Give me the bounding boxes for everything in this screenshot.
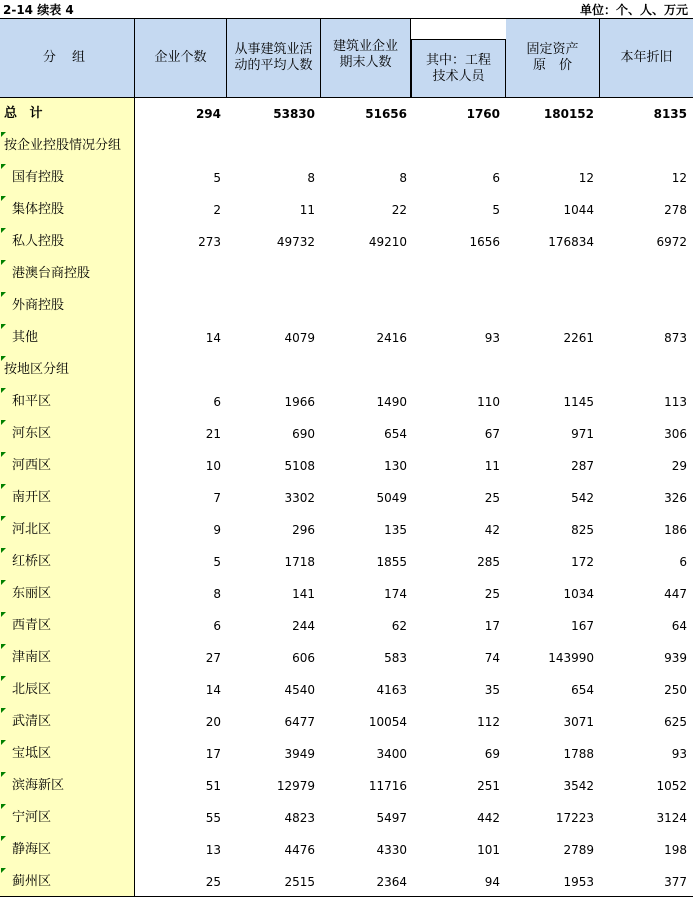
- cell-comment-marker-icon: [1, 420, 6, 425]
- cell-avg-workers: 49732: [276, 235, 315, 249]
- cell-depreciation: 939: [664, 651, 687, 665]
- cell-depreciation: 186: [664, 523, 687, 537]
- cell-avg-workers: 141: [292, 587, 315, 601]
- row-label: 按企业控股情况分组: [4, 138, 122, 153]
- cell-fixed-assets: 971: [571, 427, 594, 441]
- cell-depreciation: 3124: [656, 811, 687, 825]
- cell-enterprises: [135, 130, 221, 162]
- cell-depreciation: 326: [664, 491, 687, 505]
- cell-avg-workers: [227, 354, 315, 386]
- table-row: [0, 386, 693, 418]
- cell-end-workers: 4330: [376, 843, 407, 857]
- table-row: [0, 290, 693, 322]
- cell-avg-workers: 690: [292, 427, 315, 441]
- column-header-avg-workers-text: 从事建筑业活动的平均人数: [234, 42, 313, 73]
- row-label: 滨海新区: [12, 778, 65, 793]
- cell-avg-workers: 3949: [284, 747, 315, 761]
- cell-avg-workers: [227, 258, 315, 290]
- cell-enterprises: 273: [198, 235, 221, 249]
- table-row: [0, 418, 693, 450]
- column-header-engineers-text: 其中：工程技术人员: [425, 52, 491, 84]
- cell-end-workers: [321, 130, 407, 162]
- cell-end-workers: 49210: [368, 235, 407, 249]
- table-row: [0, 642, 693, 674]
- column-header-group: 分 组: [0, 19, 135, 97]
- cell-avg-workers: 11: [299, 203, 315, 217]
- cell-avg-workers: 6477: [284, 715, 315, 729]
- row-label: 河北区: [12, 522, 52, 537]
- cell-end-workers: 62: [391, 619, 407, 633]
- row-label: 宁河区: [12, 810, 52, 825]
- cell-fixed-assets: 3542: [563, 779, 594, 793]
- cell-fixed-assets: 17223: [555, 811, 594, 825]
- cell-avg-workers: [227, 130, 315, 162]
- table-row: [0, 98, 693, 130]
- cell-end-workers: 654: [384, 427, 407, 441]
- table-row: [0, 738, 693, 770]
- table-row: [0, 546, 693, 578]
- column-header-depreciation: 本年折旧: [600, 19, 693, 97]
- cell-engineers: 94: [484, 875, 500, 889]
- cell-fixed-assets: 176834: [548, 235, 594, 249]
- cell-comment-marker-icon: [1, 260, 6, 265]
- cell-enterprises: 10: [205, 459, 221, 473]
- cell-engineers: 35: [484, 683, 500, 697]
- row-label: 按地区分组: [4, 362, 70, 377]
- cell-comment-marker-icon: [1, 868, 6, 873]
- cell-comment-marker-icon: [1, 324, 6, 329]
- cell-end-workers: 583: [384, 651, 407, 665]
- cell-depreciation: [600, 290, 687, 322]
- cell-engineers: 101: [477, 843, 500, 857]
- cell-enterprises: 51: [205, 779, 221, 793]
- cell-depreciation: 8135: [653, 107, 687, 121]
- cell-enterprises: 13: [205, 843, 221, 857]
- cell-end-workers: 130: [384, 459, 407, 473]
- cell-end-workers: 174: [384, 587, 407, 601]
- cell-depreciation: 625: [664, 715, 687, 729]
- cell-enterprises: 17: [205, 747, 221, 761]
- cell-end-workers: 4163: [376, 683, 407, 697]
- cell-comment-marker-icon: [1, 836, 6, 841]
- cell-enterprises: 25: [205, 875, 221, 889]
- cell-engineers: 1656: [469, 235, 500, 249]
- cell-comment-marker-icon: [1, 708, 6, 713]
- cell-avg-workers: 1966: [284, 395, 315, 409]
- cell-fixed-assets: 1044: [563, 203, 594, 217]
- cell-depreciation: [600, 354, 687, 386]
- cell-avg-workers: 606: [292, 651, 315, 665]
- cell-engineers: 42: [484, 523, 500, 537]
- cell-fixed-assets: 172: [571, 555, 594, 569]
- cell-end-workers: 2416: [376, 331, 407, 345]
- row-label: 南开区: [12, 490, 52, 505]
- column-header-enterprises: 企业个数: [135, 19, 227, 97]
- bottom-rule: [0, 896, 693, 897]
- cell-engineers: [411, 290, 500, 322]
- cell-engineers: 17: [484, 619, 500, 633]
- cell-end-workers: 51656: [365, 107, 407, 121]
- row-label: 和平区: [12, 394, 52, 409]
- cell-depreciation: 29: [671, 459, 687, 473]
- cell-engineers: 112: [477, 715, 500, 729]
- cell-fixed-assets: [506, 354, 594, 386]
- cell-depreciation: 306: [664, 427, 687, 441]
- row-label: 东丽区: [12, 586, 52, 601]
- cell-avg-workers: 4823: [284, 811, 315, 825]
- row-label: 国有控股: [12, 170, 65, 185]
- cell-enterprises: 55: [205, 811, 221, 825]
- cell-end-workers: 3400: [376, 747, 407, 761]
- cell-depreciation: 113: [664, 395, 687, 409]
- table-row: [0, 610, 693, 642]
- cell-fixed-assets: 1788: [563, 747, 594, 761]
- cell-end-workers: 10054: [368, 715, 407, 729]
- row-label: 北辰区: [12, 682, 52, 697]
- cell-engineers: 5: [492, 203, 500, 217]
- column-header-end-workers-text: 建筑业企业期末人数: [332, 39, 398, 70]
- cell-depreciation: 278: [664, 203, 687, 217]
- cell-fixed-assets: [506, 258, 594, 290]
- cell-end-workers: [321, 258, 407, 290]
- cell-fixed-assets: 143990: [548, 651, 594, 665]
- cell-comment-marker-icon: [1, 452, 6, 457]
- cell-fixed-assets: 1034: [563, 587, 594, 601]
- cell-enterprises: 27: [205, 651, 221, 665]
- cell-fixed-assets: 2789: [563, 843, 594, 857]
- cell-avg-workers: 2515: [284, 875, 315, 889]
- row-label: 红桥区: [12, 554, 52, 569]
- table-row: [0, 450, 693, 482]
- cell-engineers: 285: [477, 555, 500, 569]
- cell-fixed-assets: 180152: [543, 107, 594, 121]
- cell-enterprises: [135, 258, 221, 290]
- table-row: [0, 226, 693, 258]
- cell-depreciation: 93: [671, 747, 687, 761]
- cell-comment-marker-icon: [1, 484, 6, 489]
- row-label: 武清区: [12, 714, 52, 729]
- cell-engineers: [411, 130, 500, 162]
- cell-end-workers: 5049: [376, 491, 407, 505]
- table-row: [0, 162, 693, 194]
- row-label: 其他: [12, 330, 39, 345]
- cell-enterprises: 5: [213, 555, 221, 569]
- row-label: 津南区: [12, 650, 52, 665]
- cell-comment-marker-icon: [1, 740, 6, 745]
- table-row: [0, 514, 693, 546]
- cell-depreciation: [600, 258, 687, 290]
- cell-comment-marker-icon: [1, 164, 6, 169]
- cell-engineers: 67: [484, 427, 500, 441]
- cell-comment-marker-icon: [1, 388, 6, 393]
- table-title-bar: [0, 0, 693, 18]
- table-row: [0, 322, 693, 354]
- row-label: 私人控股: [12, 234, 65, 249]
- cell-avg-workers: 244: [292, 619, 315, 633]
- unit-label: 单位：个、人、万元: [579, 3, 688, 17]
- cell-end-workers: [321, 354, 407, 386]
- cell-depreciation: 6972: [656, 235, 687, 249]
- cell-engineers: 6: [492, 171, 500, 185]
- cell-end-workers: 8: [399, 171, 407, 185]
- row-label: 总 计: [4, 106, 47, 121]
- table-row: [0, 354, 693, 386]
- cell-depreciation: 1052: [656, 779, 687, 793]
- cell-enterprises: 20: [205, 715, 221, 729]
- cell-end-workers: [321, 290, 407, 322]
- table-row: [0, 834, 693, 866]
- cell-comment-marker-icon: [1, 516, 6, 521]
- cell-comment-marker-icon: [1, 548, 6, 553]
- cell-fixed-assets: 3071: [563, 715, 594, 729]
- cell-engineers: 110: [477, 395, 500, 409]
- column-header-fixed-assets: [506, 19, 600, 97]
- cell-enterprises: 5: [213, 171, 221, 185]
- cell-depreciation: 447: [664, 587, 687, 601]
- cell-enterprises: 9: [213, 523, 221, 537]
- table-row: [0, 130, 693, 162]
- table-row: [0, 802, 693, 834]
- cell-fixed-assets: 2261: [563, 331, 594, 345]
- cell-avg-workers: 4079: [284, 331, 315, 345]
- row-label: 宝坻区: [12, 746, 52, 761]
- table-id: 2-14 续表 4: [3, 3, 74, 17]
- cell-enterprises: 21: [205, 427, 221, 441]
- row-label: 西青区: [12, 618, 52, 633]
- cell-engineers: 442: [477, 811, 500, 825]
- table-row: [0, 258, 693, 290]
- column-header-fixed-assets-text: 固定资产原 价: [526, 42, 579, 73]
- cell-engineers: 251: [477, 779, 500, 793]
- column-header-avg-workers: [227, 19, 321, 97]
- cell-fixed-assets: [506, 130, 594, 162]
- cell-comment-marker-icon: [1, 228, 6, 233]
- row-label: 河西区: [12, 458, 52, 473]
- cell-avg-workers: 3302: [284, 491, 315, 505]
- cell-fixed-assets: 287: [571, 459, 594, 473]
- cell-end-workers: 2364: [376, 875, 407, 889]
- row-label: 蓟州区: [12, 874, 52, 889]
- cell-fixed-assets: 825: [571, 523, 594, 537]
- cell-avg-workers: 53830: [273, 107, 315, 121]
- table-row: [0, 578, 693, 610]
- cell-comment-marker-icon: [1, 804, 6, 809]
- cell-depreciation: [600, 130, 687, 162]
- column-header-engineers: [411, 39, 506, 97]
- cell-fixed-assets: 12: [578, 171, 594, 185]
- cell-end-workers: 1855: [376, 555, 407, 569]
- cell-avg-workers: 8: [307, 171, 315, 185]
- cell-avg-workers: 4476: [284, 843, 315, 857]
- cell-end-workers: 22: [391, 203, 407, 217]
- row-label: 静海区: [12, 842, 52, 857]
- cell-engineers: [411, 258, 500, 290]
- cell-comment-marker-icon: [1, 772, 6, 777]
- cell-engineers: 69: [484, 747, 500, 761]
- column-header-end-workers: [321, 19, 411, 97]
- cell-enterprises: 8: [213, 587, 221, 601]
- table-row: [0, 770, 693, 802]
- cell-enterprises: 14: [205, 331, 221, 345]
- cell-enterprises: 2: [213, 203, 221, 217]
- cell-comment-marker-icon: [1, 196, 6, 201]
- cell-depreciation: 6: [679, 555, 687, 569]
- cell-fixed-assets: 542: [571, 491, 594, 505]
- table-row: [0, 482, 693, 514]
- cell-avg-workers: 296: [292, 523, 315, 537]
- cell-avg-workers: 4540: [284, 683, 315, 697]
- cell-avg-workers: 1718: [284, 555, 315, 569]
- cell-enterprises: 6: [213, 619, 221, 633]
- cell-engineers: 93: [484, 331, 500, 345]
- table-row: [0, 866, 693, 898]
- cell-depreciation: 377: [664, 875, 687, 889]
- cell-fixed-assets: 167: [571, 619, 594, 633]
- cell-engineers: 11: [484, 459, 500, 473]
- cell-comment-marker-icon: [1, 580, 6, 585]
- cell-avg-workers: 12979: [276, 779, 315, 793]
- cell-end-workers: 5497: [376, 811, 407, 825]
- table-row: [0, 674, 693, 706]
- cell-fixed-assets: [506, 290, 594, 322]
- cell-engineers: 74: [484, 651, 500, 665]
- cell-end-workers: 11716: [368, 779, 407, 793]
- cell-depreciation: 250: [664, 683, 687, 697]
- cell-fixed-assets: 1145: [563, 395, 594, 409]
- cell-enterprises: 14: [205, 683, 221, 697]
- row-label: 港澳台商控股: [12, 266, 91, 281]
- cell-avg-workers: [227, 290, 315, 322]
- cell-enterprises: [135, 290, 221, 322]
- cell-end-workers: 1490: [376, 395, 407, 409]
- cell-fixed-assets: 1953: [563, 875, 594, 889]
- row-label: 集体控股: [12, 202, 65, 217]
- cell-depreciation: 12: [671, 171, 687, 185]
- cell-engineers: [411, 354, 500, 386]
- cell-engineers: 25: [484, 587, 500, 601]
- cell-engineers: 1760: [466, 107, 500, 121]
- cell-fixed-assets: 654: [571, 683, 594, 697]
- cell-depreciation: 64: [671, 619, 687, 633]
- cell-depreciation: 198: [664, 843, 687, 857]
- cell-comment-marker-icon: [1, 644, 6, 649]
- cell-enterprises: 294: [195, 107, 221, 121]
- table-row: [0, 194, 693, 226]
- cell-end-workers: 135: [384, 523, 407, 537]
- cell-enterprises: 7: [213, 491, 221, 505]
- cell-enterprises: 6: [213, 395, 221, 409]
- row-label: 河东区: [12, 426, 52, 441]
- cell-engineers: 25: [484, 491, 500, 505]
- cell-comment-marker-icon: [1, 676, 6, 681]
- cell-enterprises: [135, 354, 221, 386]
- cell-depreciation: 873: [664, 331, 687, 345]
- cell-comment-marker-icon: [1, 292, 6, 297]
- cell-comment-marker-icon: [1, 612, 6, 617]
- row-label: 外商控股: [12, 298, 65, 313]
- cell-avg-workers: 5108: [284, 459, 315, 473]
- table-row: [0, 706, 693, 738]
